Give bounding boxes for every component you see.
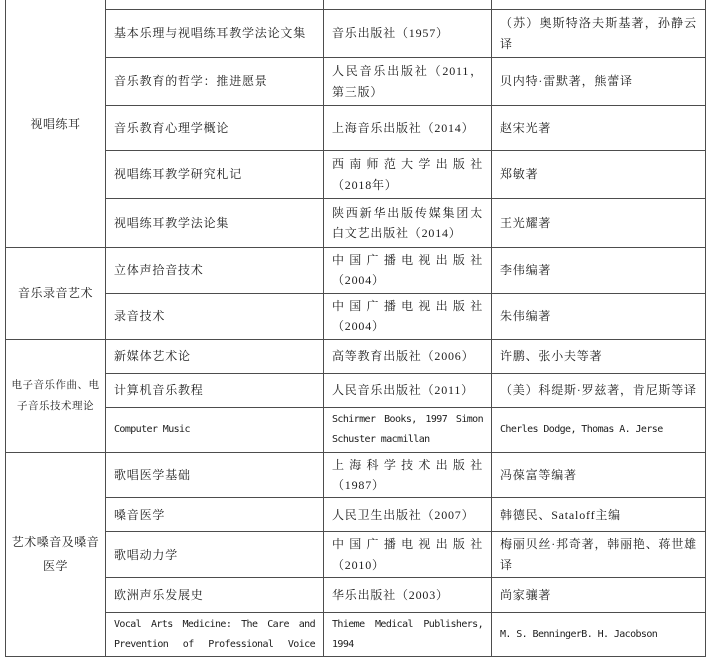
category-cell: 音乐录音艺术 <box>6 248 106 340</box>
title-cell: 基本乐理与视唱练耳教学法论文集 <box>106 10 324 58</box>
author-cell: M. S. BenningerB. H. Jacobson <box>492 613 706 657</box>
table-row <box>6 151 706 199</box>
title-cell: 歌唱医学基础 <box>106 452 324 498</box>
table-row <box>6 613 706 657</box>
author-cell: 李伟编著 <box>492 248 706 294</box>
publisher-cell: 人民卫生出版社（2007） <box>324 498 492 532</box>
table-row <box>6 248 706 294</box>
publisher-cell: 上海科学技术出版社（1987） <box>324 452 492 498</box>
title-cell: 音乐教育的哲学：推进愿景 <box>106 58 324 106</box>
publisher-cell: 西南师范大学出版社（2018年） <box>324 151 492 199</box>
publisher-cell <box>324 0 492 10</box>
table-row <box>6 339 706 373</box>
category-cell: 视唱练耳 <box>6 0 106 248</box>
publisher-cell: 陕西新华出版传媒集团太白文艺出版社（2014） <box>324 199 492 248</box>
publisher-cell: 中国广播电视出版社（2004） <box>324 248 492 294</box>
table-row <box>6 532 706 578</box>
author-cell: Cherles Dodge, Thomas A. Jerse <box>492 407 706 452</box>
publisher-cell: Thieme Medical Publishers, 1994 <box>324 613 492 657</box>
publisher-cell: 中国广播电视出版社（2004） <box>324 293 492 339</box>
publisher-cell: 中国广播电视出版社（2010） <box>324 532 492 578</box>
title-cell: 录音技术 <box>106 293 324 339</box>
table-row <box>6 10 706 58</box>
table-row <box>6 58 706 106</box>
bibliography-table <box>5 0 706 657</box>
table-row <box>6 199 706 248</box>
title-cell: 视唱练耳教学法论集 <box>106 199 324 248</box>
title-cell: 欧洲声乐发展史 <box>106 578 324 613</box>
author-cell: （苏）奥斯特洛夫斯基著，孙静云译 <box>492 10 706 58</box>
publisher-cell: 华乐出版社（2003） <box>324 578 492 613</box>
author-cell: 贝内特·雷默著，熊蕾译 <box>492 58 706 106</box>
table-row <box>6 293 706 339</box>
author-cell: 赵宋光著 <box>492 106 706 151</box>
author-cell: （美）科缇斯·罗兹著，肯尼斯等译 <box>492 373 706 407</box>
publisher-cell: 人民音乐出版社（2011，第三版） <box>324 58 492 106</box>
category-cell: 艺术嗓音及嗓音医学 <box>6 452 106 657</box>
table-row <box>6 452 706 498</box>
publisher-cell: 上海音乐出版社（2014） <box>324 106 492 151</box>
author-cell: 郑敏著 <box>492 151 706 199</box>
publisher-cell: 高等教育出版社（2006） <box>324 339 492 373</box>
title-cell: 计算机音乐教程 <box>106 373 324 407</box>
author-cell: 梅丽贝丝·邦奇著，韩丽艳、蒋世雄译 <box>492 532 706 578</box>
table-row <box>6 498 706 532</box>
author-cell: 韩德民、Sataloff主编 <box>492 498 706 532</box>
author-cell: 许鹏、张小夫等著 <box>492 339 706 373</box>
author-cell: 尚家骧著 <box>492 578 706 613</box>
title-cell: 视唱练耳教学研究札记 <box>106 151 324 199</box>
author-cell: 冯葆富等编著 <box>492 452 706 498</box>
author-cell: 朱伟编著 <box>492 293 706 339</box>
title-cell: Vocal Arts Medicine: The Care and Prevention of Professional Voice <box>106 613 324 657</box>
title-cell: 立体声拾音技术 <box>106 248 324 294</box>
publisher-cell: Schirmer Books, 1997 Simon Schuster macmillan <box>324 407 492 452</box>
author-cell <box>492 0 706 10</box>
table-row <box>6 407 706 452</box>
title-cell: 歌唱动力学 <box>106 532 324 578</box>
title-cell: 新媒体艺术论 <box>106 339 324 373</box>
title-cell: 音乐教育心理学概论 <box>106 106 324 151</box>
category-cell: 电子音乐作曲、电子音乐技术理论 <box>6 339 106 452</box>
title-cell <box>106 0 324 10</box>
table-row <box>6 0 706 10</box>
table-row <box>6 578 706 613</box>
publisher-cell: 音乐出版社（1957） <box>324 10 492 58</box>
title-cell: 嗓音医学 <box>106 498 324 532</box>
table-row <box>6 106 706 151</box>
table-row <box>6 373 706 407</box>
publisher-cell: 人民音乐出版社（2011） <box>324 373 492 407</box>
title-cell: Computer Music <box>106 407 324 452</box>
author-cell: 王光耀著 <box>492 199 706 248</box>
